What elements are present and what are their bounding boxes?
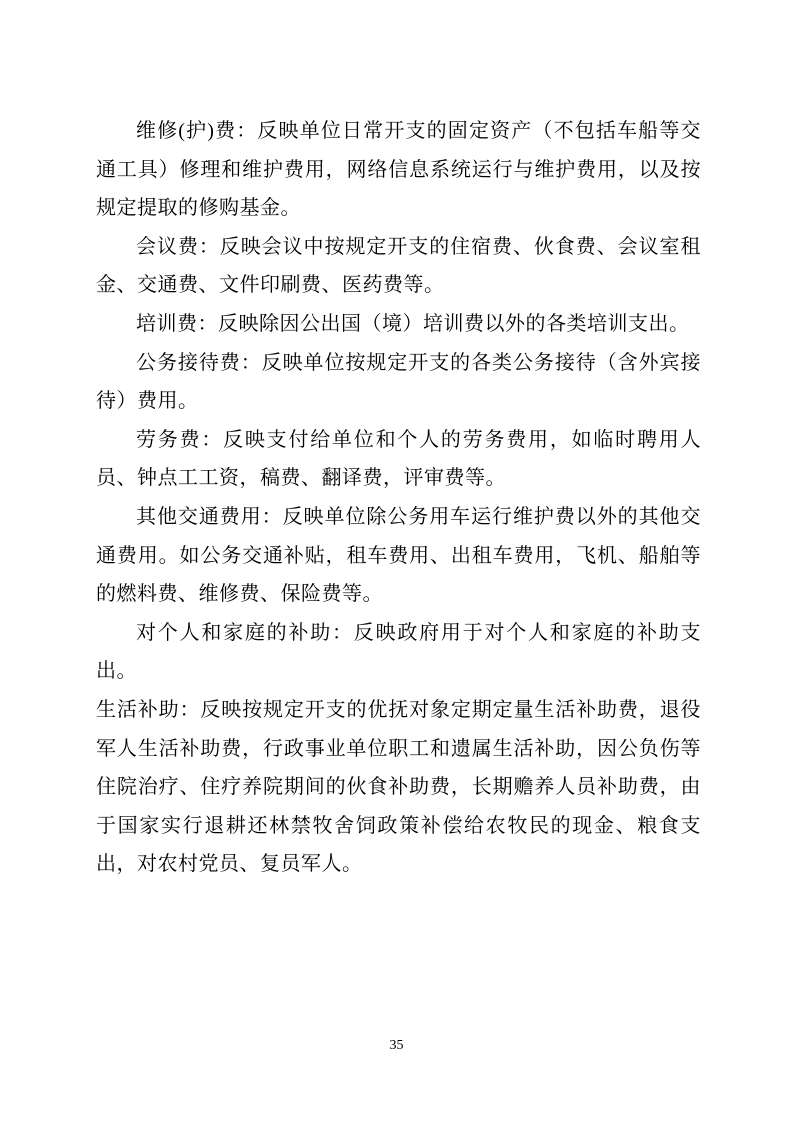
paragraph-labor-fee: 劳务费：反映支付给单位和个人的劳务费用，如临时聘用人员、钟点工工资，稿费、翻译费，评审费等。 <box>96 428 701 490</box>
document-body <box>96 112 701 884</box>
page-number: 35 <box>389 1038 404 1053</box>
paragraph-meeting-fee: 会议费：反映会议中按规定开支的住宿费、伙食费、会议室租金、交通费、文件印刷费、医药费等。 <box>96 235 701 297</box>
paragraph-repair-fee: 维修(护)费：反映单位日常开支的固定资产（不包括车船等交通工具）修理和维护费用，网络信息系统运行与维护费用，以及按规定提取的修购基金。 <box>96 120 701 220</box>
paragraph-other-transport-fee: 其他交通费用：反映单位除公务用车运行维护费以外的其他交通费用。如公务交通补贴，租车费用、出租车费用，飞机、船舶等的燃料费、维修费、保险费等。 <box>96 505 701 606</box>
paragraph-training-fee: 培训费：反映除因公出国（境）培训费以外的各类培训支出。 <box>136 312 690 335</box>
paragraph-living-subsidy: 生活补助：反映按规定开支的优抚对象定期定量生活补助费，退役军人生活补助费，行政事业单位职工和遗属生活补助，因公负伤等住院治疗、住疗养院期间的伙食补助费，长期赡养人员补助费，由于国家实行退耕还林禁牧舍饲政策补偿给农牧民的现金、粮食支出，对农村党员、复员军人。 <box>96 698 701 876</box>
paragraph-individual-family-subsidy: 对个人和家庭的补助：反映政府用于对个人和家庭的补助支出。 <box>96 621 701 683</box>
paragraph-official-reception-fee: 公务接待费：反映单位按规定开支的各类公务接待（含外宾接待）费用。 <box>96 351 701 413</box>
